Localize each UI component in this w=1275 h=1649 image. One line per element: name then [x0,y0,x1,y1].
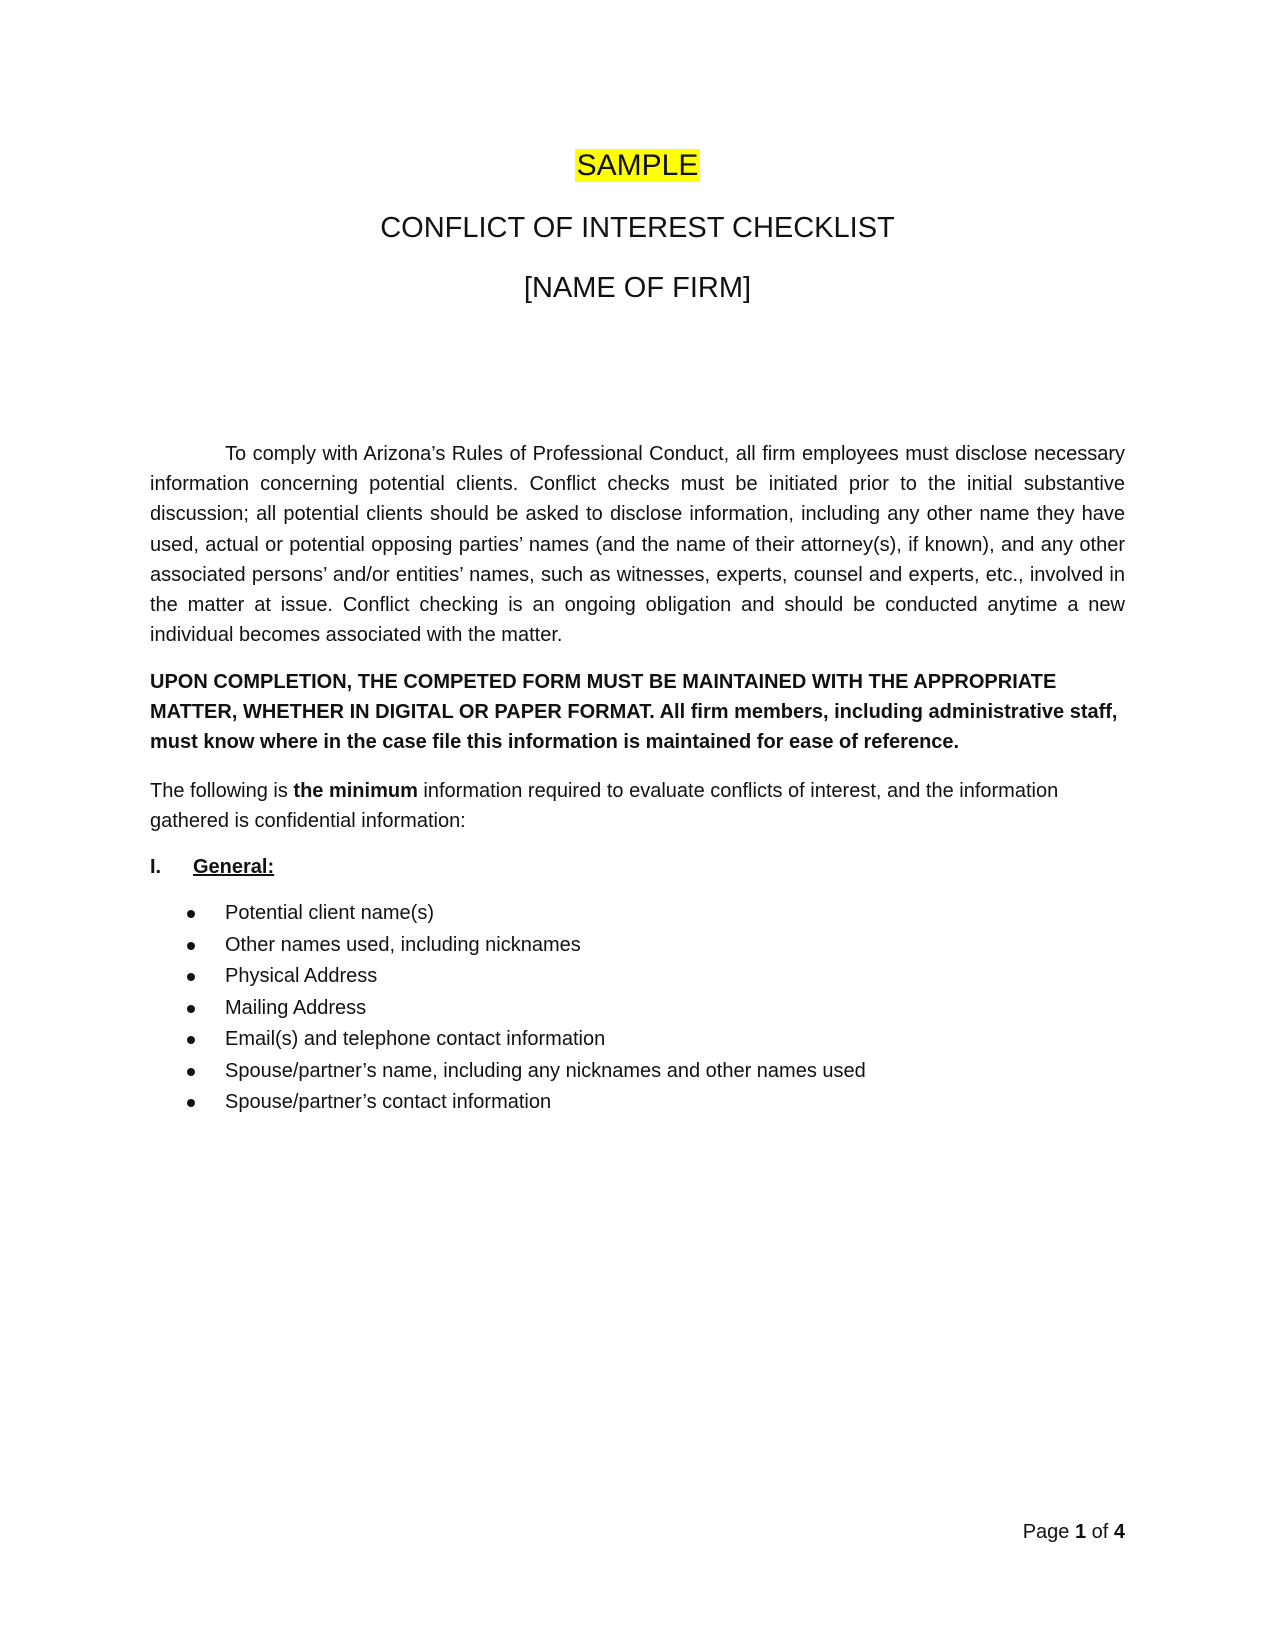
page-number-footer [1023,1518,1125,1546]
list-item-label: Email(s) and telephone contact information [225,1028,606,1050]
sample-label: SAMPLE [576,149,699,182]
bullet-icon [187,1068,195,1076]
section-number: I. [150,856,162,878]
minimum-suffix: information required to evaluate conflicts of interest, and the information gathered is confidential information: [150,780,1059,833]
intro-paragraph: To comply with Arizona’s Rules of Professional Conduct, all firm employees must disclose necessary information concerning potential clients. Conflict checks must be initiated prior to the initial substantive discussion; all potential clients should be asked to disclose information, including any other name they have used, actual or potential opposing parties’ names (and the name of their attorney(s), if known), and any other associated persons’ and/or entities’ names, such as witnesses, experts, counsel and experts, etc., involved in the matter at issue. Conflict checking is an ongoing obligation and should be conducted anytime a new individual becomes associated with the matter. [150,443,1125,647]
section-heading [150,852,274,882]
notice-paragraph: UPON COMPLETION, THE COMPETED FORM MUST BE MAINTAINED WITH THE APPROPRIATE MATTER, WHETHER IN DIGITAL OR PAPER FORMAT. All firm members, including administrative staff, must know where in the case file this information is maintained for ease of reference. [150,671,1118,754]
list-item-label: Potential client name(s) [225,902,434,924]
minimum-emphasis: the minimum [293,780,418,802]
list-item [150,1087,866,1119]
total-pages: 4 [1113,1521,1125,1543]
of-word: of [1086,1521,1114,1543]
list-item [150,930,866,962]
list-item-label: Spouse/partner’s contact information [225,1091,552,1113]
document-title: CONFLICT OF INTEREST CHECKLIST [380,212,895,244]
list-item-label: Mailing Address [225,996,367,1019]
list-item-label: Spouse/partner’s name, including any nicknames and other names used [225,1059,866,1082]
bullet-icon [187,973,195,981]
firm-name: [NAME OF FIRM] [523,272,752,304]
bullet-icon [187,1005,195,1013]
list-item [150,993,866,1025]
section-heading-label: General: [193,856,275,878]
bullet-icon [187,1036,195,1044]
list-item-label: Physical Address [225,965,378,987]
list-item [150,898,866,930]
minimum-paragraph [150,776,1125,836]
sample-label-line [0,148,1275,184]
general-checklist [150,898,866,1119]
bullet-icon [187,910,195,918]
list-item [150,1024,866,1056]
current-page: 1 [1074,1521,1087,1543]
list-item [150,961,866,993]
minimum-prefix: The following is [150,780,294,802]
list-item-label: Other names used, including nicknames [225,933,581,956]
page-word: Page [1022,1521,1075,1543]
bullet-icon [187,942,195,950]
bullet-icon [187,1099,195,1107]
list-item [150,1056,866,1088]
